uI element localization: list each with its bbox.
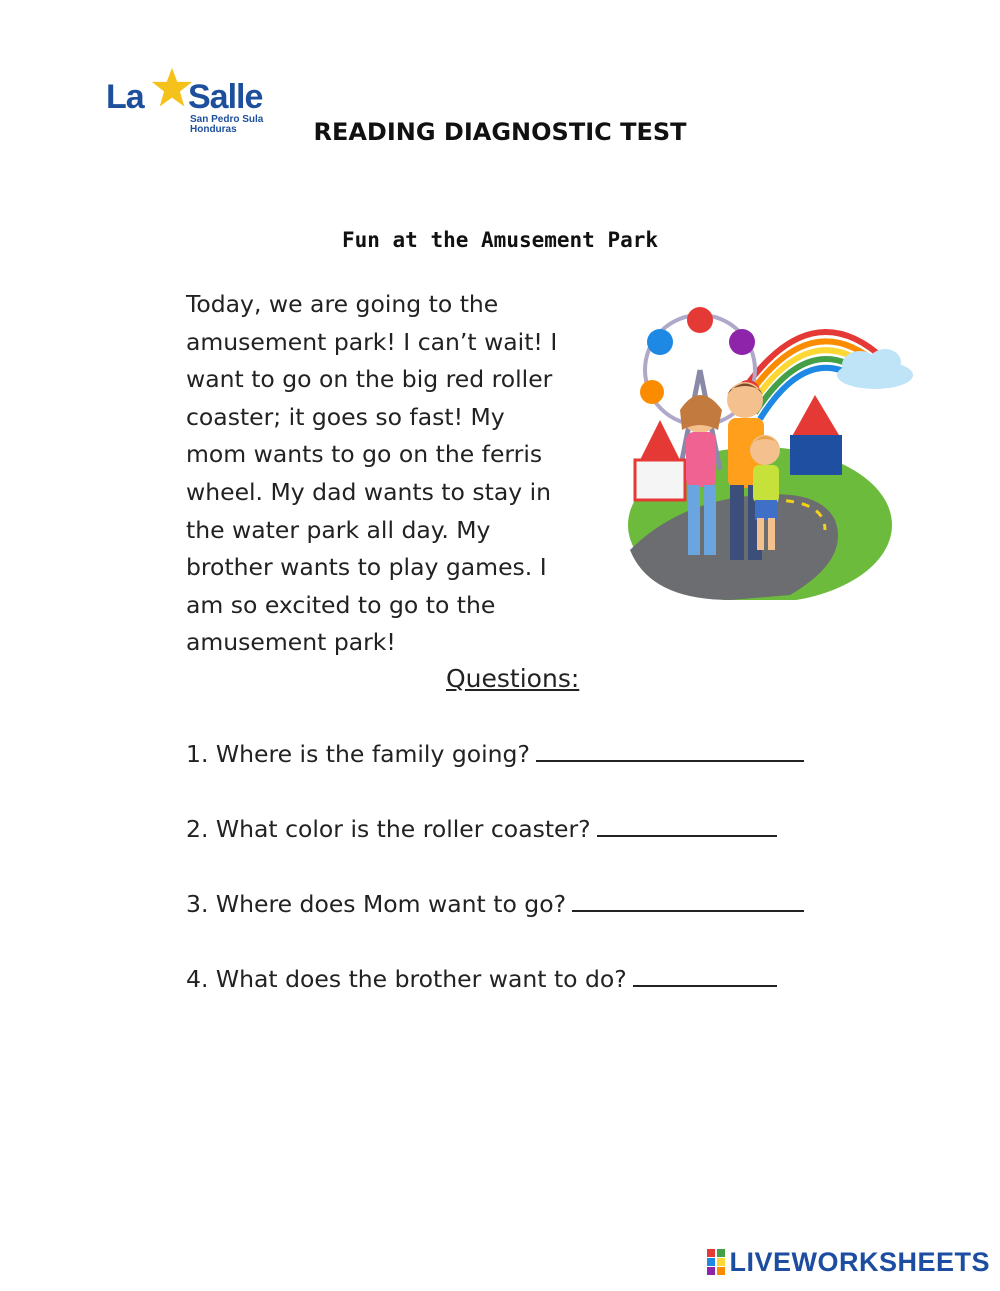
question-2 xyxy=(186,813,777,843)
story-line: wheel. My dad wants to stay in xyxy=(186,477,552,506)
liveworksheets-brand[interactable] xyxy=(707,1247,990,1277)
answer-blank[interactable] xyxy=(633,963,777,987)
page-title xyxy=(0,118,1000,146)
question-text: 3. Where does Mom want to go? xyxy=(186,890,567,918)
answer-blank[interactable] xyxy=(536,738,804,762)
page-title-text: READING DIAGNOSTIC TEST xyxy=(313,118,687,146)
answer-blank[interactable] xyxy=(597,813,777,837)
story-line: amusement park! xyxy=(186,628,396,657)
family-amusement-park-illustration xyxy=(620,300,920,600)
story-line: brother wants to play games. I xyxy=(186,553,547,582)
story-line: want to go on the big red roller xyxy=(186,365,553,394)
logo-country: Honduras xyxy=(190,124,237,135)
story-text xyxy=(186,286,616,662)
answer-blank[interactable] xyxy=(572,888,804,912)
logo-text-la: La xyxy=(106,78,144,116)
logo-city: San Pedro Sula xyxy=(190,114,264,125)
question-text: 1. Where is the family going? xyxy=(186,740,530,768)
questions-heading: Questions: xyxy=(446,664,580,693)
question-text: 2. What color is the roller coaster? xyxy=(186,815,591,843)
story-line: amusement park! I can’t wait! I xyxy=(186,327,558,356)
story-title: Fun at the Amusement Park xyxy=(341,228,659,252)
liveworksheets-brand-text: LIVEWORKSHEETS xyxy=(729,1246,990,1277)
story-line: the water park all day. My xyxy=(186,515,491,544)
question-4 xyxy=(186,963,777,993)
story-line: coaster; it goes so fast! My xyxy=(186,402,505,431)
liveworksheets-logo-icon xyxy=(707,1249,725,1275)
story-line: mom wants to go on the ferris xyxy=(186,440,543,469)
logo-text-salle: Salle xyxy=(188,78,263,116)
story-line: Today, we are going to the xyxy=(186,290,499,318)
story-line: am so excited to go to the xyxy=(186,590,496,619)
question-3 xyxy=(186,888,804,918)
question-text: 4. What does the brother want to do? xyxy=(186,965,627,993)
question-1 xyxy=(186,738,804,768)
